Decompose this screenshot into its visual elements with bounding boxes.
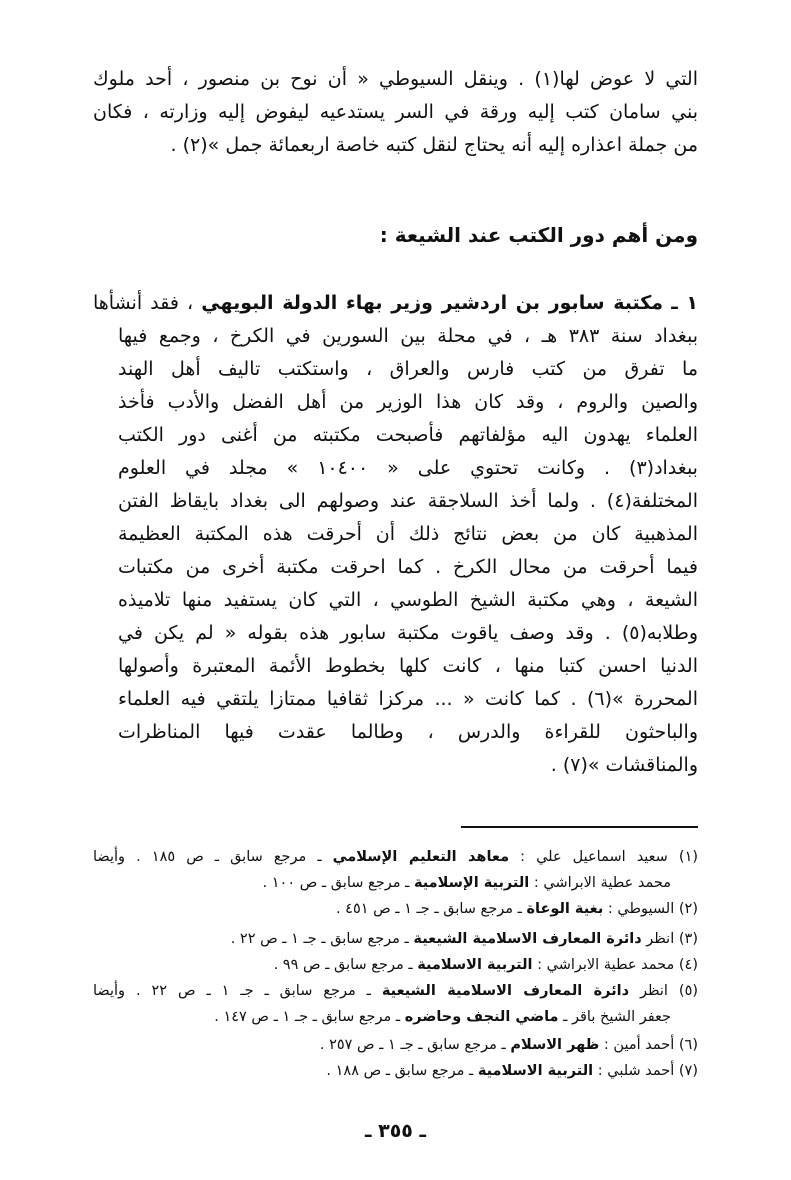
item1-line-6: المختلفة(٤) . ولما أخذ السلاجقة عند وصولهم الى بغداد بايقاظ الفتن (118, 490, 698, 512)
intro-line-2: بني سامان كتب إليه ورقة في السر يستدعيه ليفوض إليه وزارته ، فكان (93, 101, 698, 123)
footnote-author: محمد عطية الابراشي : (532, 957, 675, 973)
item1-number: ١ ـ (671, 292, 698, 314)
footnote-number: (٣) (678, 931, 698, 947)
footnote-ref: ـ مرجع سابق ـ جـ ١ ـ ص ١٤٧ . (214, 1009, 405, 1025)
footnote-title: التربية الاسلامية (417, 957, 533, 973)
footnote-5 (93, 980, 698, 1002)
item1-line-14: والمناقشات »(٧) . (550, 754, 698, 776)
item1-line-10: وطلابه(٥) . وقد وصف ياقوت مكتبة سابور هذه بقوله « لم يكن في (118, 622, 698, 644)
footnote-2 (93, 898, 698, 920)
footnote-ref: ـ مرجع سابق ـ ص ١٠٠ . (262, 875, 414, 891)
footnote-title: دائرة المعارف الاسلامية الشيعية (381, 983, 630, 999)
item1-line-4: العلماء يهدون اليه مؤلفاتهم فأصبحت مكتبته من أغنى دور الكتب (118, 424, 698, 446)
item1-title-tail: ، فقد أنشأها (93, 292, 194, 314)
item1-line-1: ببغداد سنة ٣٨٣ هـ ، في محلة بين السورين في الكرخ ، وجمع فيها (118, 325, 698, 347)
footnote-ref: ـ مرجع سابق ـ ص ١٨٥ . وأيضا (93, 849, 333, 865)
footnote-divider (461, 826, 698, 828)
footnote-title: بغية الوعاة (526, 901, 604, 917)
item1-line-8: فيما أحرقت من محال الكرخ . كما احرقت مكتبة أخرى من مكتبات (118, 556, 698, 578)
footnote-author: محمد عطية الابراشي : (529, 875, 671, 891)
item1-line-5: ببغداد(٣) . وكانت تحتوي على « ١٠٤٠٠ » مجلد في العلوم (118, 457, 698, 479)
page-number: ـ ٣٥٥ ـ (364, 1120, 426, 1142)
footnote-author: السيوطي : (603, 901, 675, 917)
footnote-title: معاهد التعليم الإسلامي (332, 849, 510, 865)
footnote-author: انظر (641, 931, 675, 947)
footnote-1 (93, 846, 698, 868)
footnote-number: (٧) (678, 1063, 698, 1079)
section-heading: ومن أهم دور الكتب عند الشيعة : (379, 223, 698, 247)
footnote-ref: ـ مرجع سابق ـ ص ١٨٨ . (326, 1063, 478, 1079)
footnote-title: ظهر الاسلام (510, 1037, 600, 1053)
footnote-author: سعيد اسماعيل علي : (509, 849, 668, 865)
intro-line-3: من جملة اعذاره إليه أنه يحتاج لنقل كتبه خاصة اربعمائة جمل »(٢) . (170, 134, 698, 156)
footnote-5-cont (66, 1006, 671, 1028)
footnote-6 (93, 1034, 698, 1056)
footnote-number: (٥) (678, 983, 699, 999)
item1-title: مكتبة سابور بن اردشير وزير بهاء الدولة البويهي (201, 292, 664, 314)
footnote-title: التربية الاسلامية (477, 1063, 594, 1079)
footnote-1-cont (66, 872, 671, 894)
item1-line-2: ما تفرق من كتب فارس والعراق ، واستكتب تاليف أهل الهند (118, 358, 698, 380)
footnote-ref: ـ مرجع سابق ـ جـ ١ ـ ص ٢٢ . وأيضا (93, 983, 382, 999)
footnote-title: ماضي النجف وحاضره (404, 1009, 559, 1025)
footnote-title: دائرة المعارف الاسلامية الشيعية (413, 931, 642, 947)
footnote-ref: ـ مرجع سابق ـ جـ ١ ـ ص ٢٢ . (230, 931, 414, 947)
footnote-7 (93, 1060, 698, 1082)
item1-line-12: المحررة »(٦) . كما كانت « ... مركزا ثقافيا ممتازا يلتقي فيه العلماء (118, 688, 699, 710)
footnote-author: أحمد أمين : (599, 1037, 675, 1053)
item1-line-13: والباحثون للقراءة والدرس ، وطالما عقدت فيها المناظرات (118, 721, 698, 743)
footnote-number: (٦) (678, 1037, 698, 1053)
footnote-title: التربية الإسلامية (413, 875, 530, 891)
footnote-author: أحمد شلبي : (593, 1063, 675, 1079)
footnote-4 (93, 954, 698, 976)
footnote-author: انظر (629, 983, 668, 999)
item1-line-3: والصين والروم ، وقد كان هذا الوزير من أهل الفضل والأدب فأخذ (118, 391, 698, 413)
footnote-ref: ـ مرجع سابق ـ جـ ١ ـ ص ٤٥١ . (335, 901, 527, 917)
footnote-number: (١) (678, 849, 699, 865)
intro-line-1: التي لا عوض لها(١) . وينقل السيوطي « أن نوح بن منصور ، أحد ملوك (93, 68, 698, 90)
footnote-number: (٢) (678, 901, 698, 917)
footnote-ref: ـ مرجع سابق ـ جـ ١ ـ ص ٢٥٧ . (319, 1037, 511, 1053)
item1-line-11: الدنيا احسن كتبا منها ، كانت كلها بخطوط الأئمة المعتبرة وأصولها (118, 655, 698, 677)
footnote-ref: ـ مرجع سابق ـ ص ٩٩ . (273, 957, 418, 973)
footnote-author: جعفر الشيخ باقر ـ (558, 1009, 671, 1025)
footnote-3 (93, 928, 698, 950)
footnote-number: (٤) (678, 957, 698, 973)
item1-line-9: الشيعة ، وهي مكتبة الشيخ الطوسي ، التي كان يستفيد منها تلاميذه (118, 589, 698, 611)
item1-first-line (93, 288, 698, 318)
item1-line-7: المذهبية كان من بعض نتائج ذلك أن أحرقت هذه المكتبة العظيمة (118, 523, 698, 545)
